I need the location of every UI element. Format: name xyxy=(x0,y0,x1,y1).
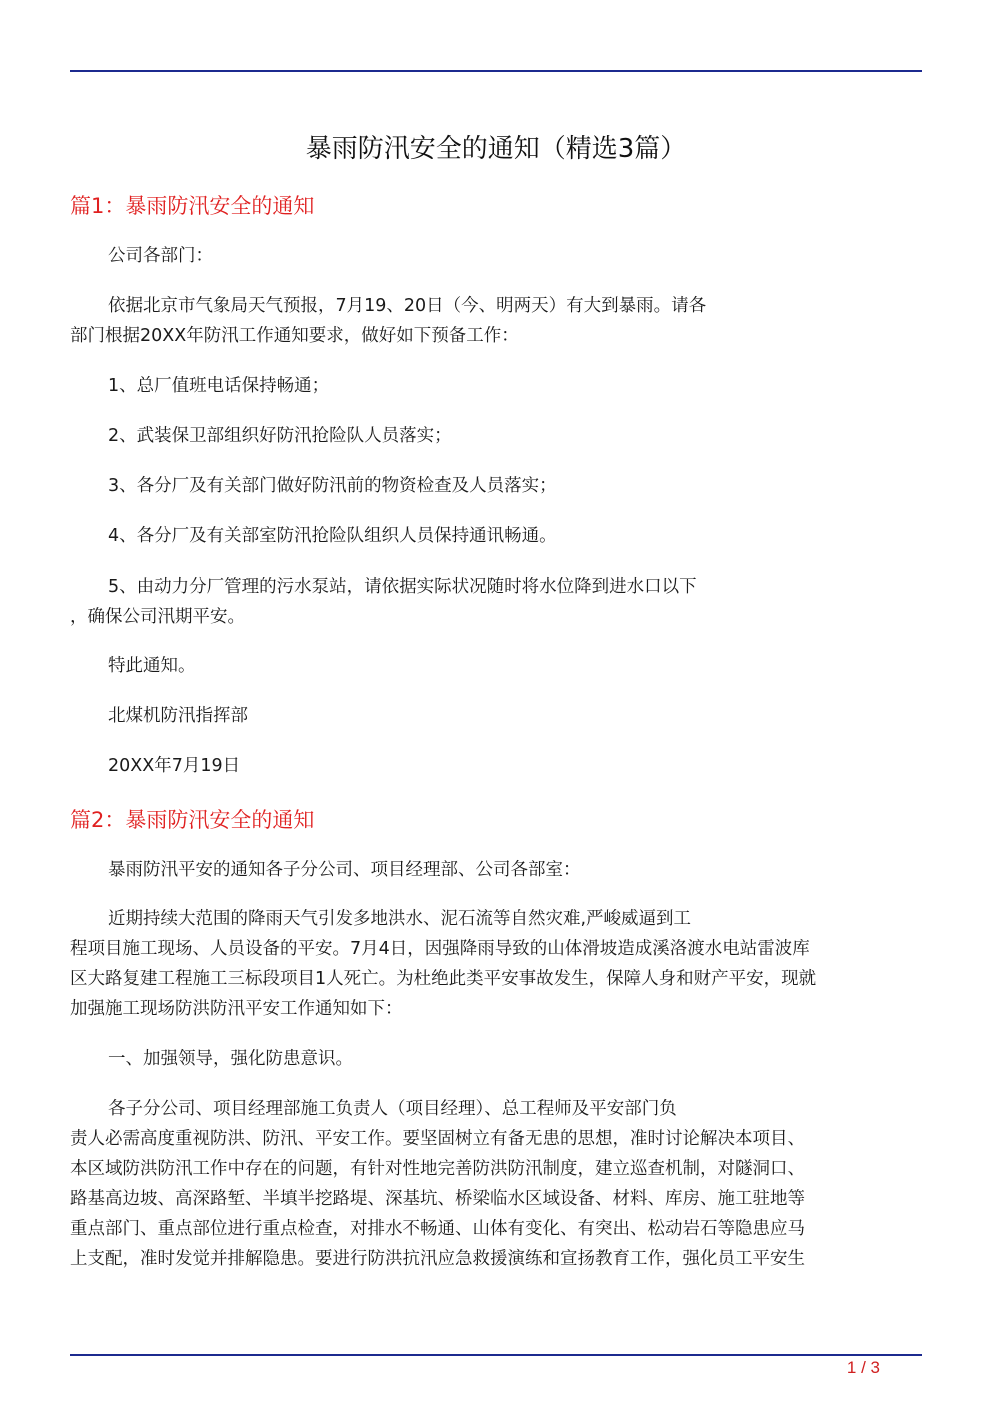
text-line: 区大路复建工程施工三标段项目1人死亡。为杜绝此类平安事故发生，保障人身和财产平安，现就 xyxy=(70,969,817,989)
document-title: 暴雨防汛安全的通知（精选3篇） xyxy=(305,134,687,164)
section-1-item-5 xyxy=(70,572,697,632)
section-2-heading: 篇2：暴雨防汛安全的通知 xyxy=(70,808,315,832)
text-line: ，确保公司汛期平安。 xyxy=(70,607,245,627)
section-2-paragraph-2 xyxy=(70,1094,805,1274)
section-1-salutation: 公司各部门： xyxy=(108,246,213,266)
header-rule xyxy=(70,70,922,72)
section-1-closing: 特此通知。 xyxy=(108,656,196,676)
text-line: 上支配，准时发觉并排解隐患。要进行防洪抗汛应急救援演练和宣扬教育工作，强化员工平安生 xyxy=(70,1249,805,1269)
text-line: 本区域防洪防汛工作中存在的问题，有针对性地完善防洪防汛制度，建立巡查机制，对隧洞口、 xyxy=(70,1159,805,1179)
text-line: 程项目施工现场、人员设备的平安。7月4日，因强降雨导致的山体滑坡造成溪洛渡水电站雷波库 xyxy=(70,939,810,959)
text-line: 近期持续大范围的降雨天气引发多地洪水、泥石流等自然灾难,严峻威逼到工 xyxy=(108,909,692,929)
section-2-paragraph-1 xyxy=(70,904,816,1024)
section-1-intro xyxy=(70,291,706,351)
section-1-heading: 篇1：暴雨防汛安全的通知 xyxy=(70,194,315,218)
section-2-salutation: 暴雨防汛平安的通知各子分公司、项目经理部、公司各部室： xyxy=(108,860,581,880)
text-line: 依据北京市气象局天气预报，7月19、20日（今、明两天）有大到暴雨。请各 xyxy=(108,296,707,316)
text-line: 5、由动力分厂管理的污水泵站，请依据实际状况随时将水位降到进水口以下 xyxy=(108,577,697,597)
section-1-item-1: 1、总厂值班电话保持畅通； xyxy=(108,376,330,396)
text-line: 各子分公司、项目经理部施工负责人（项目经理）、总工程师及平安部门负 xyxy=(108,1099,677,1119)
section-1-date: 20XX年7月19日 xyxy=(108,756,241,776)
text-line: 部门根据20XX年防汛工作通知要求，做好如下预备工作： xyxy=(70,326,519,346)
section-1-item-4: 4、各分厂及有关部室防汛抢险队组织人员保持通讯畅通。 xyxy=(108,526,557,546)
text-line: 加强施工现场防洪防汛平安工作通知如下： xyxy=(70,999,403,1019)
section-1-item-3: 3、各分厂及有关部门做好防汛前的物资检查及人员落实； xyxy=(108,476,557,496)
footer-rule xyxy=(70,1354,922,1356)
text-line: 路基高边坡、高深路堑、半填半挖路堤、深基坑、桥梁临水区域设备、材料、库房、施工驻地等 xyxy=(70,1189,805,1209)
section-1-signer: 北煤机防汛指挥部 xyxy=(108,706,248,726)
text-line: 责人必需高度重视防洪、防汛、平安工作。要坚固树立有备无患的思想，准时讨论解决本项目、 xyxy=(70,1129,805,1149)
section-1-item-2: 2、武装保卫部组织好防汛抢险队人员落实； xyxy=(108,426,452,446)
page-number: 1 / 3 xyxy=(846,1358,880,1377)
section-2-point-1: 一、加强领导，强化防患意识。 xyxy=(108,1049,353,1069)
text-line: 重点部门、重点部位进行重点检查，对排水不畅通、山体有变化、有突出、松动岩石等隐患应马 xyxy=(70,1219,805,1239)
